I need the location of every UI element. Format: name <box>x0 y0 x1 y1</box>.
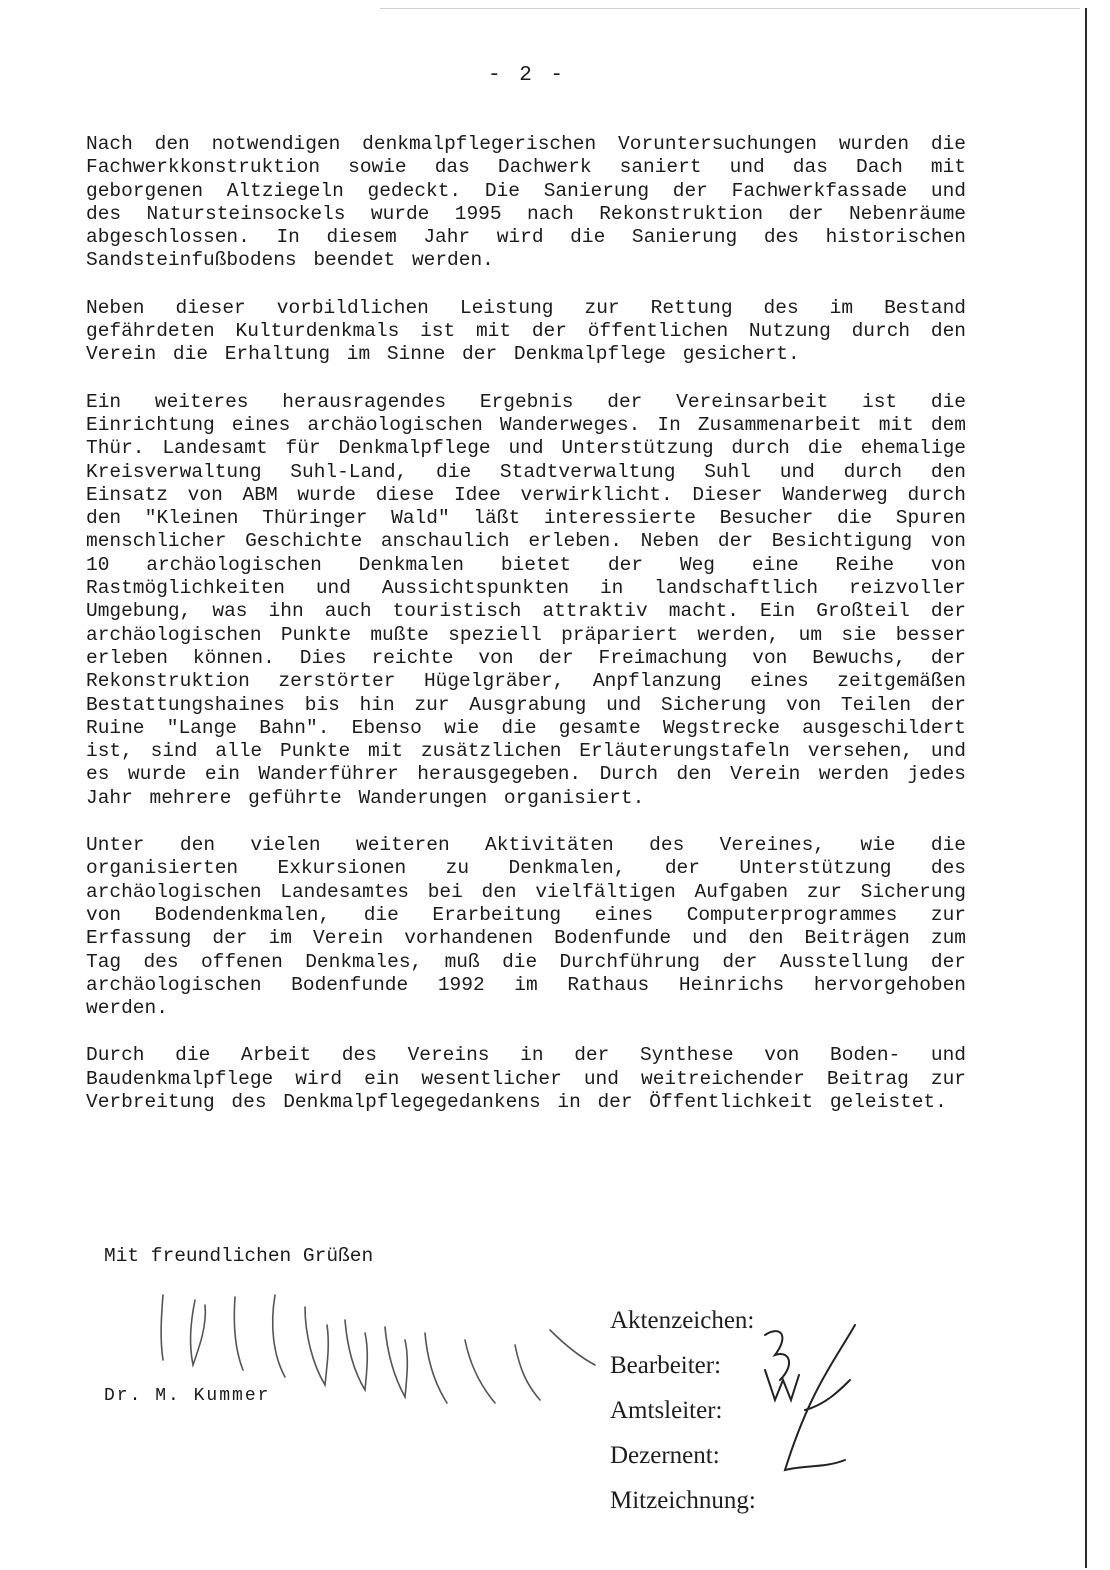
handwritten-initials <box>745 1320 875 1495</box>
stamp-bearbeiter: Bearbeiter: <box>610 1352 722 1379</box>
scan-artifact <box>380 8 1080 9</box>
paragraph: Neben dieser vorbildlichen Leistung zur Rettung des im Bestand gefährdeten Kulturdenkmals ist mit der öffentlichen Nutzung durch den Verein die Erhaltung im Sinne der Denkmalpflege gesichert. <box>86 296 966 366</box>
routing-stamp <box>610 1298 756 1523</box>
stamp-aktenzeichen: Aktenzeichen: <box>610 1307 755 1334</box>
letter-body <box>86 133 966 1138</box>
stamp-mitzeichnung: Mitzeichnung: <box>610 1487 756 1514</box>
stamp-amtsleiter: Amtsleiter: <box>610 1397 723 1424</box>
paragraph: Durch die Arbeit des Vereins in der Synthese von Boden- und Baudenkmalpflege wird ein wesentlicher und weitreichender Beitrag zur Verbreitung des Denkmalpflegegedankens in der Öffentlichkeit geleistet. <box>86 1044 966 1113</box>
paragraph: Unter den vielen weiteren Aktivitäten des Vereines, wie die organisierten Exkursionen zu Denkmalen, der Unterstützung des archäologischen Landesamtes bei den vielfältigen Aufgaben zur Sicherung von Bodendenkmalen, die Erarbeitung eines Computerprogrammes zur Erfassung der im Verein vorhandenen Bodenfunde und den Beiträgen zum Tag des offenen Denkmales, muß die Durchführung der Ausstellung der archäologischen Bodenfunde 1992 im Rathaus Heinrichs hervorgehoben werden. <box>86 834 966 1020</box>
page-edge-line <box>1085 8 1087 1568</box>
paragraph: Nach den notwendigen denkmalpflegerischen Voruntersuchungen wurden die Fachwerkkonstruktion sowie das Dachwerk saniert und das Dach mit geborgenen Altziegeln gedeckt. Die Sanierung der Fachwerkfassade und des Natursteinsockels wurde 1995 nach Rekonstruktion der Nebenräume abgeschlossen. In diesem Jahr wird die Sanierung des historischen Sandsteinfußbodens beendet werden. <box>86 133 966 272</box>
signer-name: Dr. M. Kummer <box>104 1386 271 1406</box>
closing-salutation: Mit freundlichen Grüßen <box>104 1245 374 1267</box>
stamp-dezernent: Dezernent: <box>610 1442 720 1469</box>
page-number: - 2 - <box>488 64 567 87</box>
paragraph: Ein weiteres herausragendes Ergebnis der Vereinsarbeit ist die Einrichtung eines archäologischen Wanderweges. In Zusammenarbeit mit dem Thür. Landesamt für Denkmalpflege und Unterstützung durch die ehemalige Kreisverwaltung Suhl-Land, die Stadtverwaltung Suhl und durch den Einsatz von ABM wurde diese Idee verwirklicht. Dieser Wanderweg durch den "Kleinen Thüringer Wald" läßt interessierte Besucher die Spuren menschlicher Geschichte anschaulich erleben. Neben der Besichtigung von 10 archäologischen Denkmalen bietet der Weg eine Reihe von Rastmöglichkeiten und Aussichtspunkten in landschaftlich reizvoller Umgebung, was ihn auch touristisch attraktiv macht. Ein Großteil der archäologischen Punkte mußte speziell präpariert werden, um sie besser erleben können. Dies reichte von der Freimachung von Bewuchs, der Rekonstruktion zerstörter Hügelgräber, Anpflanzung eines zeitgemäßen Bestattungshaines bis hin zur Ausgrabung und Sicherung von Teilen der Ruine "Lange Bahn". Ebenso wie die gesamte Wegstrecke ausgeschildert ist, sind alle Punkte mit zusätzlichen Erläuterungstafeln versehen, und es wurde ein Wanderführer herausgegeben. Durch den Verein werden jedes Jahr mehrere geführte Wanderungen organisiert. <box>86 390 966 809</box>
